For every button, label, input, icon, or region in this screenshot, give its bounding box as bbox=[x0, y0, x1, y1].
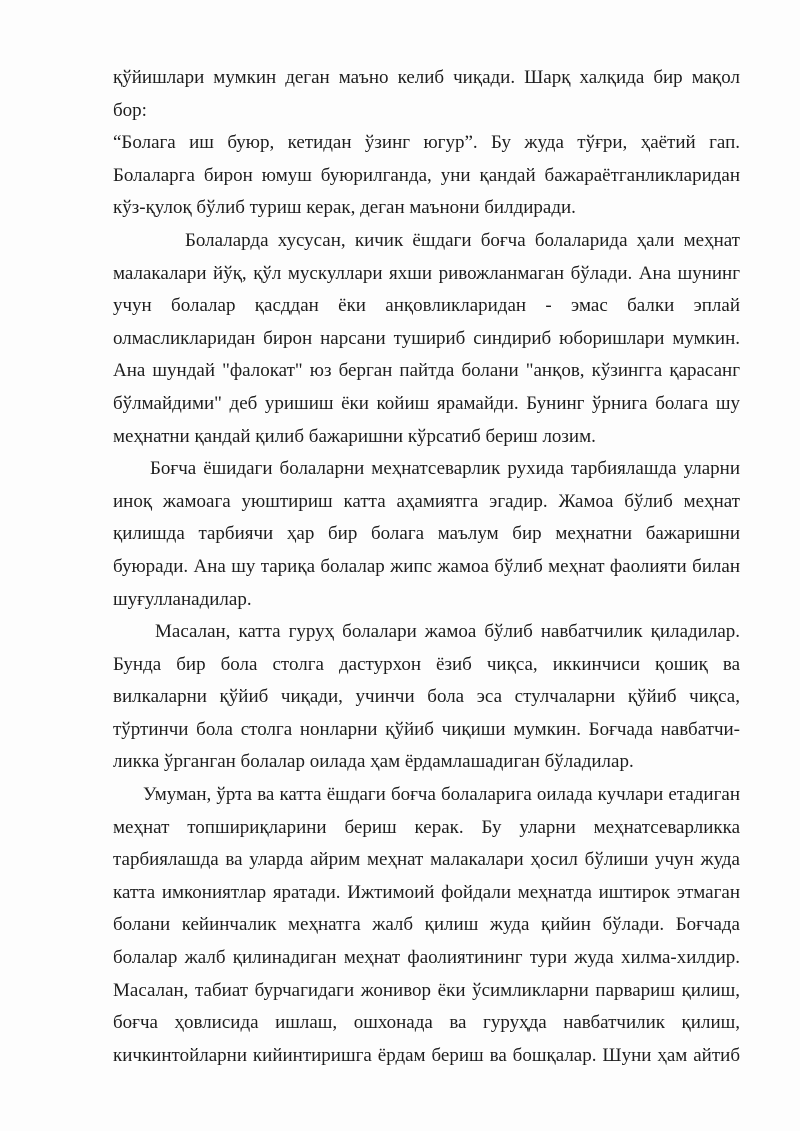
text-line: Бунда бир бола столга дастурхон ёзиб чиқса, иккинчиси қошиқ ва bbox=[113, 653, 740, 675]
text-line: Масалан, катта гуруҳ болалари жамоа бўлиб навбатчилик қиладилар. bbox=[155, 621, 740, 643]
paragraph-4 bbox=[113, 616, 740, 779]
text-line: Болаларда хусусан, кичик ёшдаги боғча болаларида ҳали меҳнат bbox=[185, 229, 740, 251]
text-line: кичкинтойларни кийинтиришга ёрдам бериш ва бошқалар. Шуни ҳам айтиб bbox=[113, 1044, 740, 1066]
text-line: учун болалар қасддан ёки анқовликларидан - эмас балки эплай bbox=[113, 295, 740, 317]
text-line: Боғча ёшидаги болаларни меҳнатсеварлик рухида тарбиялашда уларни bbox=[150, 458, 740, 480]
text-line: меҳнатни қандай қилиб бажаришни кўрсатиб бериш лозим. bbox=[113, 425, 596, 447]
paragraph-2 bbox=[113, 225, 740, 453]
text-line: меҳнат топшириқларини бериш керак. Бу уларни меҳнатсеварликка bbox=[113, 816, 740, 838]
text-line: “Болага иш буюр, кетидан ўзинг югур”. Бу жуда тўғри, ҳаётий гап. bbox=[113, 132, 740, 154]
paragraph-5 bbox=[113, 779, 740, 1072]
text-line: болалар жалб қилинадиган меҳнат фаолиятининг тури жуда хилма-хилдир. bbox=[113, 947, 740, 969]
text-line: шуғулланадилар. bbox=[113, 588, 252, 610]
text-line: Ана шундай "фалокат" юз берган пайтда болани "анқов, кўзингга қарасанг bbox=[113, 360, 740, 382]
text-line: кўз-қулоқ бўлиб туриш керак, деган маънони билдиради. bbox=[113, 197, 576, 219]
text-block bbox=[113, 62, 740, 1072]
paragraph-1 bbox=[113, 62, 740, 225]
text-line: ликка ўрганган болалар оилада ҳам ёрдамлашадиган бўладилар. bbox=[113, 751, 634, 773]
text-line: Масалан, табиат бурчагидаги жонивор ёки ўсимликларни парвариш қилиш, bbox=[113, 979, 740, 1001]
text-line: қилишда тарбиячи ҳар бир болага маълум бир меҳнатни бажаришни bbox=[113, 523, 740, 545]
text-line: Умуман, ўрта ва катта ёшдаги боғча болаларига оилада кучлари етадиган bbox=[143, 784, 740, 806]
text-line: иноқ жамоага уюштириш катта аҳамиятга эгадир. Жамоа бўлиб меҳнат bbox=[113, 490, 740, 512]
text-line: олмасликларидан бирон нарсани тушириб синдириб юборишлари мумкин. bbox=[113, 327, 740, 349]
text-line: қўйишлари мумкин деган маъно келиб чиқади. Шарқ халқида бир мақол бор: bbox=[113, 67, 740, 121]
text-line: буюради. Ана шу тариқа болалар жипс жамоа бўлиб меҳнат фаолияти билан bbox=[113, 555, 740, 577]
text-line: малакалари йўқ, қўл мускуллари яхши ривожланмаган бўлади. Ана шунинг bbox=[113, 262, 740, 284]
text-line: боғча ҳовлисида ишлаш, ошхонада ва гуруҳда навбатчилик қилиш, bbox=[113, 1012, 740, 1034]
text-line: тўртинчи бола столга нонларни қўйиб чиқиши мумкин. Боғчада навбатчи- bbox=[113, 718, 740, 740]
text-line: болани кейинчалик меҳнатга жалб қилиш жуда қийин бўлади. Боғчада bbox=[113, 914, 740, 936]
text-line: тарбиялашда ва уларда айрим меҳнат малакалари ҳосил бўлиши учун жуда bbox=[113, 849, 740, 871]
text-line: бўлмайдими" деб уришиш ёки койиш ярамайди. Бунинг ўрнига болага шу bbox=[113, 392, 740, 414]
paragraph-3 bbox=[113, 453, 740, 616]
text-line: катта имкониятлар яратади. Ижтимоий фойдали меҳнатда иштирок этмаган bbox=[113, 881, 740, 903]
text-line: вилкаларни қўйиб чиқади, учинчи бола эса стулчаларни қўйиб чиқса, bbox=[113, 686, 740, 708]
text-line: Болаларга бирон юмуш буюрилганда, уни қандай бажараётганликларидан bbox=[113, 164, 740, 186]
